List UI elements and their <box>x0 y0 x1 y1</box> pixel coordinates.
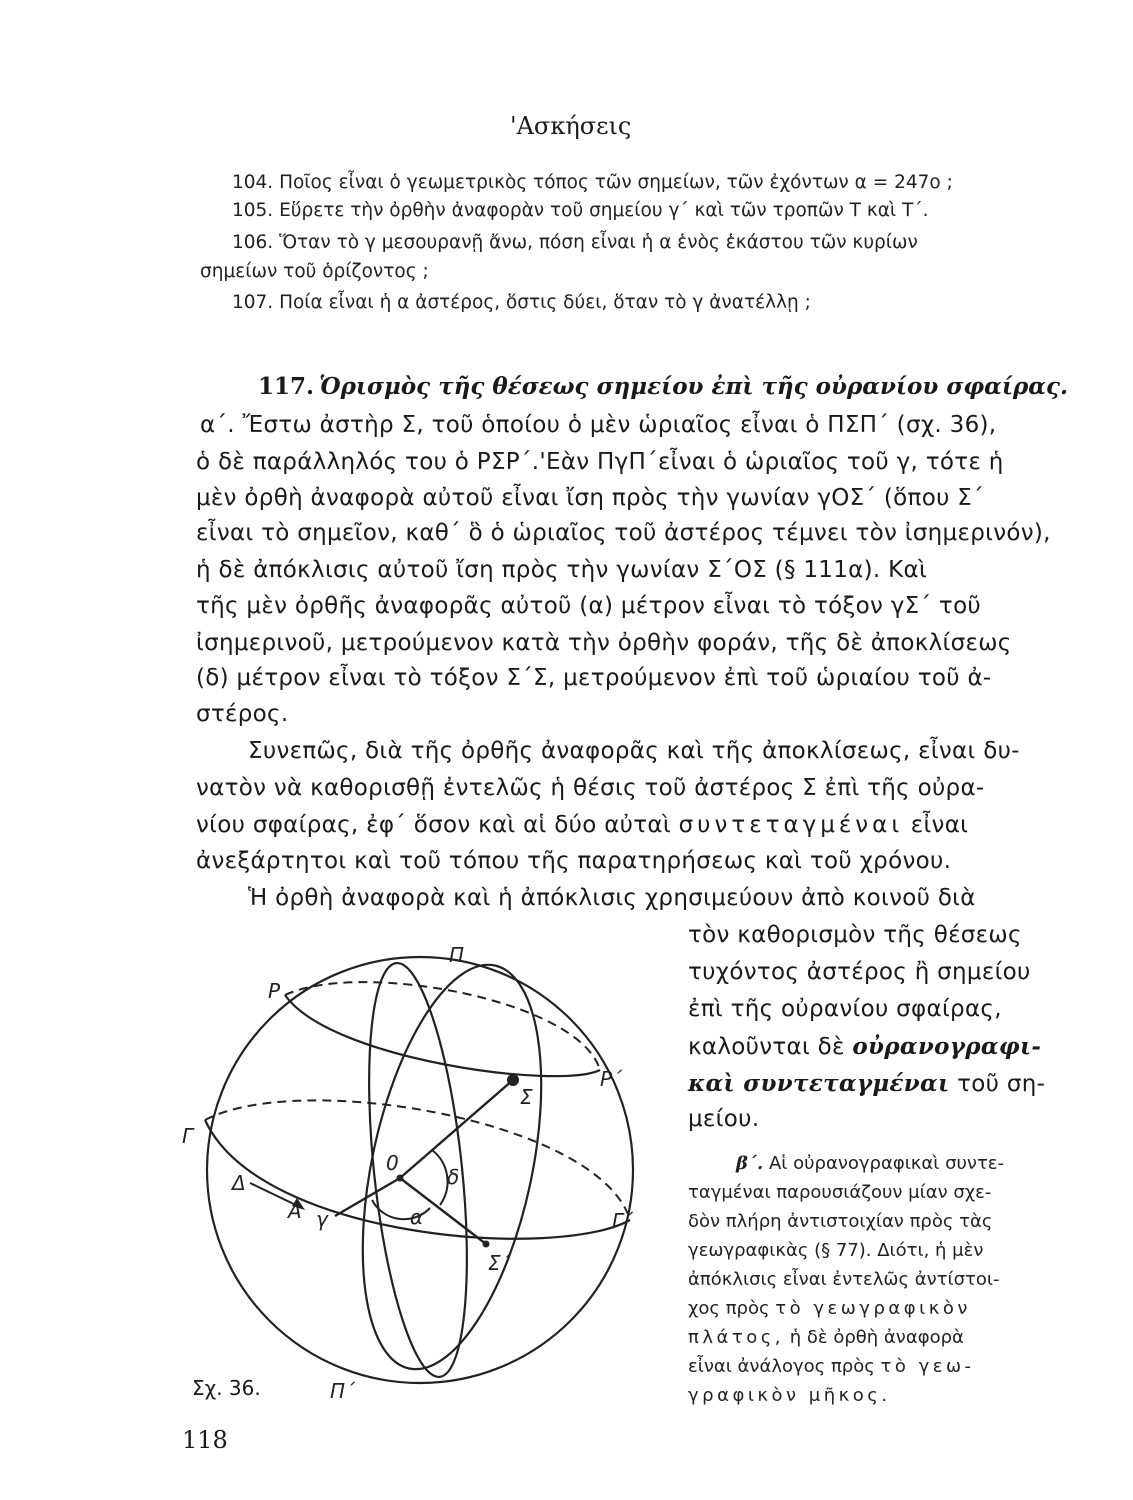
exercise-104: 104. Ποῖος εἶναι ὁ γεωμετρικὸς τόπος τῶν σημείων, τῶν ἐχόντων α = 247ο ; <box>232 172 953 193</box>
emphasized-term: συντεταγμέναι <box>678 812 904 838</box>
paragraph-a-line: ἡ δὲ ἀπόκλισις αὐτοῦ ἴση πρὸς τὴν γωνίαν Σ΄ΟΣ (§ 111α). Καὶ <box>196 557 928 583</box>
paragraph-a-line: ὁ δὲ παράλληλός του ὁ ΡΣΡ΄.'Εὰν ΠγΠ΄εἶναι ὁ ὡριαῖος τοῦ γ, τότε ἡ <box>196 449 1004 475</box>
paragraph-a-line: ἰσημερινοῦ, μετρούμενον κατὰ τὴν ὀρθὴν φοράν, τῆς δὲ ἀποκλίσεως <box>196 630 1012 656</box>
paragraph-c-line: τὸν καθορισμὸν τῆς θέσεως <box>688 922 1022 948</box>
exercise-106: 106. Ὅταν τὸ γ μεσουρανῇ ἄνω, πόση εἶναι ἡ α ἑνὸς ἑκάστου τῶν κυρίων <box>232 232 918 253</box>
sigma-prime-point <box>483 1241 490 1248</box>
parallel-back <box>285 982 600 1070</box>
radius-to-star <box>400 1080 513 1178</box>
emphasized-term: τὸ γεω- <box>880 1356 975 1377</box>
paragraph-beta-line: ταγμέναι παρουσιάζουν μίαν σχε- <box>688 1182 992 1203</box>
paragraph-b-line: Συνεπῶς, διὰ τῆς ὀρθῆς ἀναφορᾶς καὶ τῆς ἀποκλίσεως, εἶναι δυ- <box>248 738 1020 764</box>
paragraph-c-text: τοῦ ση- <box>957 1071 1046 1097</box>
label-Gamma: Γ <box>182 1124 194 1148</box>
paragraph-b-text: νίου σφαίρας, ἐφ΄ ὅσον καὶ αἱ δύο αὐταὶ <box>196 812 671 838</box>
exercise-107: 107. Ποία εἶναι ἡ α ἀστέρος, ὅστις δύει, ὅταν τὸ γ ἀνατέλλῃ ; <box>232 292 811 313</box>
label-P-top: Π <box>449 943 465 967</box>
exercise-106-continued: σημείων τοῦ ὁρίζοντος ; <box>200 261 429 282</box>
label-Sigma-prime: Σ΄ <box>488 1251 511 1275</box>
emphasized-term: πλάτος, <box>688 1327 784 1348</box>
label-alpha: α <box>410 1205 424 1229</box>
paragraph-a-line: μὲν ὀρθὴ ἀναφορὰ αὐτοῦ εἶναι ἴση πρὸς τὴν γωνίαν γΟΣ΄ (ὅπου Σ΄ <box>196 485 984 511</box>
paragraph-b-line: ἀνεξάρτητοι καὶ τοῦ τόπου τῆς παρατηρήσεως καὶ τοῦ χρόνου. <box>196 848 952 874</box>
label-A: Α <box>288 1199 302 1223</box>
section-title: Ὁρισμὸς τῆς θέσεως σημείου ἐπὶ τῆς οὐρανίου σφαίρας. <box>319 373 1068 400</box>
paragraph-a-line: στέρος. <box>196 701 289 727</box>
label-R: Ρ <box>268 979 281 1003</box>
label-delta: δ <box>447 1165 460 1189</box>
figure-caption: Σχ. 36. <box>192 1376 261 1400</box>
paragraph-a-line: τῆς μὲν ὀρθῆς ἀναφορᾶς αὐτοῦ (α) μέτρον εἶναι τὸ τόξον γΣ΄ τοῦ <box>196 593 982 619</box>
term-syntetagmenai: καὶ συντεταγμέναι <box>688 1070 950 1097</box>
paragraph-c-line: ἐπὶ τῆς οὐρανίου σφαίρας, <box>688 996 1002 1022</box>
paragraph-c-line: μείου. <box>688 1106 760 1132</box>
paragraph-beta-line: δὸν πλήρη ἀντιστοιχίαν πρὸς τὰς <box>688 1211 993 1232</box>
label-gamma: γ <box>316 1207 328 1231</box>
emphasized-term: γραφικὸν μῆκος. <box>688 1385 891 1406</box>
exercise-105: 105. Εὕρετε τὴν ὀρθὴν ἀναφορὰν τοῦ σημείου γ΄ καὶ τῶν τροπῶν Τ καὶ Τ΄. <box>232 200 929 221</box>
label-Gamma-right: Γ΄ <box>612 1209 634 1233</box>
star-point <box>507 1074 519 1086</box>
page-number: 118 <box>182 1426 228 1454</box>
hour-circle-gamma <box>352 959 483 1382</box>
paragraph-a-line: (δ) μέτρον εἶναι τὸ τόξον Σ΄Σ, μετρούμενον ἐπὶ τοῦ ὡριαίου τοῦ ἀ- <box>196 665 992 691</box>
paragraph-beta-line: ἀπόκλισις εἶναι ἐντελῶς ἀντίστοι- <box>688 1269 1000 1290</box>
emphasized-term: τὸ γεωγραφικὸν <box>775 1298 971 1319</box>
section-number: 117. <box>258 373 315 400</box>
label-D: Δ <box>232 1171 246 1195</box>
paragraph-a-line: εἶναι τὸ σημεῖον, καθ΄ ὃ ὁ ὡριαῖος τοῦ ἀστέρος τέμνει τὸν ἰσημερινόν), <box>196 520 1051 546</box>
sphere-outline <box>207 957 633 1383</box>
paragraph-c-line: τυχόντος ἀστέρος ἢ σημείου <box>688 959 1031 985</box>
paragraph-beta-text: ἡ δὲ ὀρθὴ ἀναφορὰ <box>789 1327 964 1348</box>
parallel-front <box>285 995 600 1076</box>
label-R-prime: Ρ΄ <box>600 1067 623 1091</box>
label-P-bottom: Π΄ <box>330 1379 356 1403</box>
paragraph-beta-line: γεωγραφικὰς (§ 77). Διότι, ἡ μὲν <box>688 1240 984 1261</box>
equator-back <box>205 1100 630 1220</box>
paragraph-a-line: α΄. Ἔστω ἀστὴρ Σ, τοῦ ὁποίου ὁ μὲν ὡριαῖος εἶναι ὁ ΠΣΠ΄ (σχ. 36), <box>200 412 997 438</box>
label-O: 0 <box>386 1151 399 1175</box>
paragraph-c-text: καλοῦνται δὲ <box>688 1034 845 1060</box>
angle-arc-delta <box>432 1150 448 1205</box>
paragraph-c-line: Ἡ ὀρθὴ ἀναφορὰ καὶ ἡ ἀπόκλισις χρησιμεύουν ἀπὸ κοινοῦ διὰ <box>248 885 976 911</box>
center-point <box>397 1175 404 1182</box>
paragraph-beta-text: χος πρὸς <box>688 1298 770 1319</box>
paragraph-b-line: νατὸν νὰ καθορισθῇ ἐντελῶς ἡ θέσις τοῦ ἀστέρος Σ ἐπὶ τῆς οὐρα- <box>196 775 985 801</box>
page-heading: 'Ασκήσεις <box>510 112 632 140</box>
label-Sigma: Σ <box>520 1085 533 1109</box>
paragraph-beta-text: εἶναι ἀνάλογος πρὸς <box>688 1356 875 1377</box>
paragraph-b-text: εἶναι <box>910 812 969 838</box>
term-ouranografikai: οὐρανογραφι- <box>852 1033 1042 1060</box>
paragraph-beta-marker: β΄. <box>736 1153 764 1174</box>
paragraph-beta-text: Αἱ οὐρανογραφικαὶ συντε- <box>768 1153 1005 1174</box>
